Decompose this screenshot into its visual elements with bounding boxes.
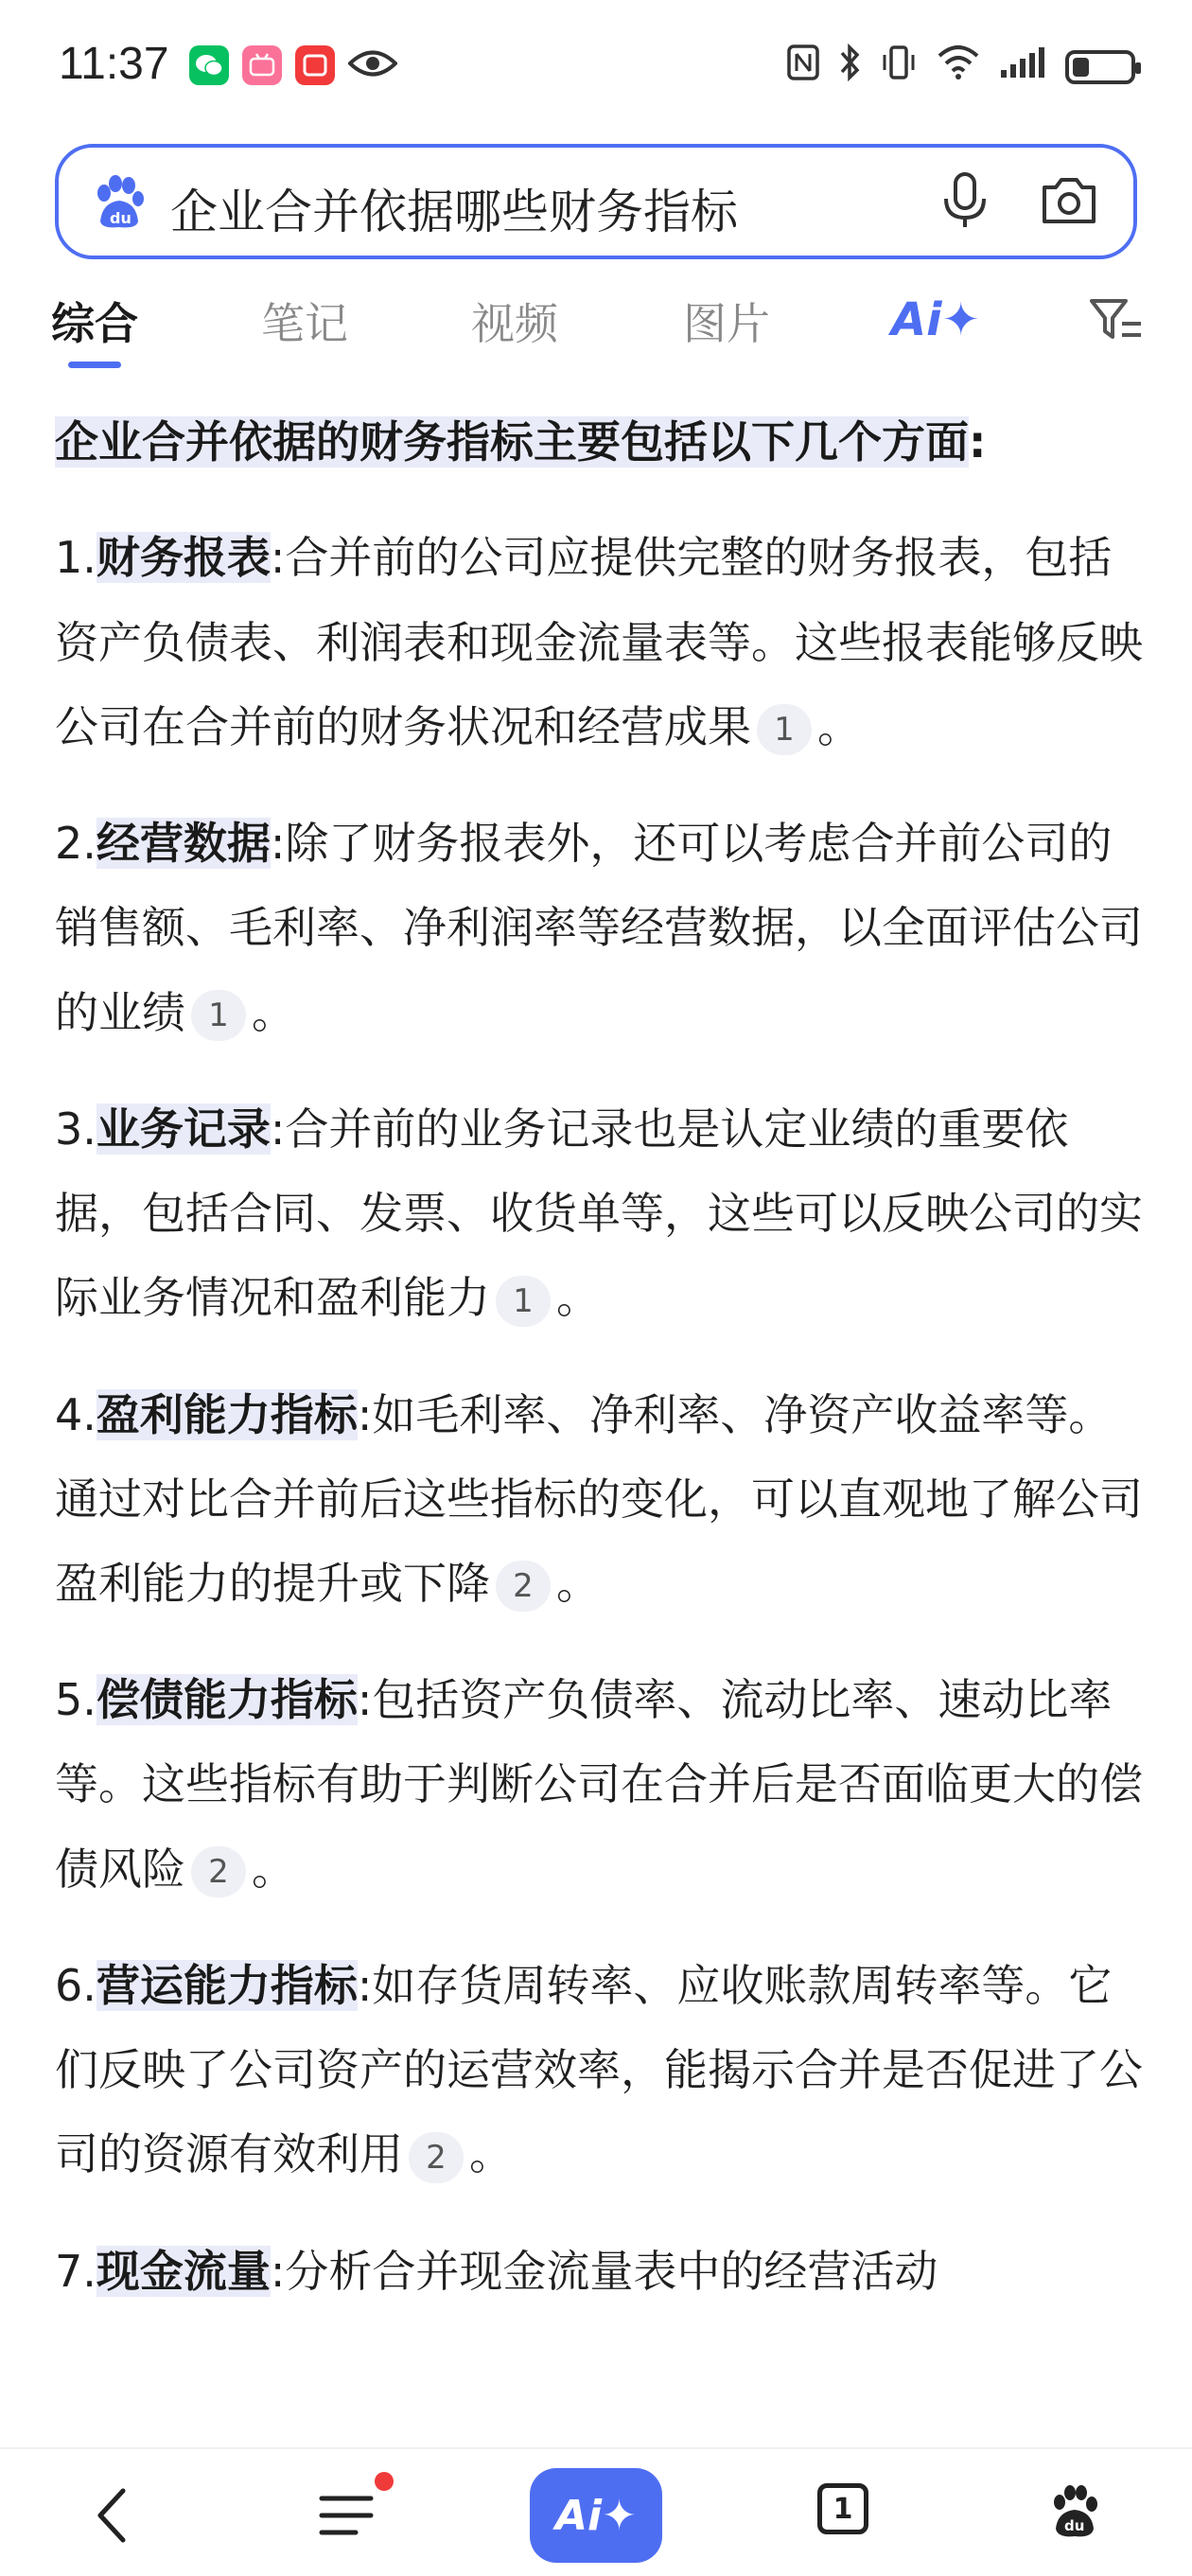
notification-dot — [375, 2472, 394, 2491]
battery-level — [1073, 58, 1089, 77]
item-end-punctuation: 。 — [556, 1272, 600, 1324]
citation-badge[interactable]: 1 — [496, 1276, 551, 1327]
item-text: 除了财务报表外，还可以考虑合并前公司的销售额、毛利率、净利润率等经营数据，以全面评估公司的业绩 — [55, 818, 1143, 1038]
filter-icon[interactable] — [1088, 295, 1145, 344]
item-title: 盈利能力指标 — [96, 1388, 358, 1440]
answer-item — [55, 2230, 1143, 2314]
item-text: 包括资产负债率、流动比率、速动比率等。这些指标有助于判断公司在合并后是否面临更大的偿债风险 — [55, 1674, 1143, 1895]
item-number: 1. — [55, 532, 96, 584]
answer-item — [55, 1373, 1143, 1627]
answer-item — [55, 802, 1143, 1055]
bilibili-icon — [242, 45, 282, 85]
answer-headline-colon: : — [969, 416, 987, 468]
bluetooth-icon — [838, 44, 861, 90]
item-number: 4. — [55, 1388, 96, 1440]
tab-notes[interactable]: 笔记 — [261, 298, 348, 349]
wechat-icon — [189, 45, 229, 85]
citation-badge[interactable]: 2 — [191, 1846, 246, 1897]
item-number: 7. — [55, 2245, 96, 2297]
item-number: 2. — [55, 818, 96, 870]
microphone-icon[interactable] — [938, 170, 991, 231]
item-title: 业务记录 — [96, 1103, 271, 1155]
item-number: 3. — [55, 1103, 96, 1155]
battery-icon — [1065, 50, 1135, 84]
svg-text:du: du — [110, 209, 131, 227]
item-separator: : — [357, 1959, 373, 2011]
item-separator: : — [357, 1674, 373, 1726]
item-text: 如存货周转率、应收账款周转率等。它们反映了公司资产的运营效率，能揭示合并是否促进了公司的资源有效利用 — [55, 1959, 1143, 2180]
item-separator: : — [270, 2245, 286, 2297]
camera-icon[interactable] — [1039, 172, 1099, 229]
item-text: 如毛利率、净利率、净资产收益率等。通过对比合并前后这些指标的变化，可以直观地了解公司盈利能力的提升或下降 — [55, 1388, 1143, 1609]
ai-assistant-button[interactable]: Ai✦ — [530, 2468, 662, 2563]
item-title: 经营数据 — [96, 818, 271, 870]
answer-item — [55, 1944, 1143, 2197]
result-tabs — [0, 284, 1192, 369]
item-separator: : — [270, 818, 286, 870]
tab-videos[interactable]: 视频 — [471, 298, 558, 349]
citation-badge[interactable]: 1 — [191, 990, 246, 1041]
search-bar[interactable] — [55, 144, 1137, 259]
item-separator: : — [357, 1388, 373, 1440]
vibrate-icon — [880, 44, 918, 90]
answer-item — [55, 1087, 1143, 1341]
item-title: 现金流量 — [96, 2245, 271, 2297]
item-end-punctuation: 。 — [817, 700, 861, 752]
red-app-icon — [295, 45, 335, 85]
item-end-punctuation: 。 — [252, 1843, 295, 1895]
answer-headline — [55, 401, 1143, 484]
citation-badge[interactable]: 2 — [409, 2132, 464, 2183]
status-bar — [0, 0, 1192, 132]
citation-badge[interactable]: 1 — [757, 704, 812, 755]
svg-text:du: du — [1064, 2517, 1085, 2534]
tab-count-button[interactable]: 1 — [817, 2483, 868, 2534]
citation-badge[interactable]: 2 — [496, 1561, 551, 1612]
item-end-punctuation: 。 — [556, 1557, 600, 1609]
active-tab-indicator — [68, 362, 121, 368]
item-separator: : — [270, 1103, 286, 1155]
baidu-home-icon[interactable] — [1048, 2483, 1101, 2544]
answer-headline-text: 企业合并依据的财务指标主要包括以下几个方面 — [55, 416, 969, 468]
status-app-icons — [189, 45, 397, 85]
tab-comprehensive[interactable]: 综合 — [51, 298, 138, 349]
baidu-paw-icon — [91, 174, 148, 231]
answer-item — [55, 1658, 1143, 1912]
answer-item — [55, 516, 1143, 769]
status-indicators — [787, 44, 1135, 90]
wifi-icon — [937, 44, 980, 89]
search-input[interactable]: 企业合并依据哪些财务指标 — [170, 185, 738, 239]
bottom-navigation — [0, 2447, 1192, 2576]
item-number: 5. — [55, 1674, 96, 1726]
item-title: 偿债能力指标 — [96, 1674, 358, 1726]
status-time: 11:37 — [59, 39, 169, 89]
item-end-punctuation: 。 — [469, 2128, 513, 2180]
tab-ai[interactable]: Ai✦ — [891, 293, 980, 346]
menu-icon[interactable] — [318, 2493, 377, 2544]
item-title: 营运能力指标 — [96, 1959, 358, 2011]
back-icon[interactable] — [91, 2485, 132, 2550]
item-number: 6. — [55, 1959, 96, 2011]
signal-icon — [999, 45, 1046, 88]
answer-list — [55, 516, 1143, 2313]
eye-icon — [348, 47, 397, 83]
item-text: 分析合并现金流量表中的经营活动 — [285, 2245, 938, 2297]
item-end-punctuation: 。 — [252, 986, 295, 1038]
item-separator: : — [270, 532, 286, 584]
nfc-icon — [787, 44, 819, 89]
item-title: 财务报表 — [96, 532, 271, 584]
tab-images[interactable]: 图片 — [683, 298, 770, 349]
item-text: 合并前的业务记录也是认定业绩的重要依据，包括合同、发票、收货单等，这些可以反映公司的实际业务情况和盈利能力 — [55, 1103, 1143, 1324]
item-text: 合并前的公司应提供完整的财务报表，包括资产负债表、利润表和现金流量表等。这些报表能够反映公司在合并前的财务状况和经营成果 — [55, 532, 1143, 752]
ai-answer-content — [55, 401, 1143, 2417]
